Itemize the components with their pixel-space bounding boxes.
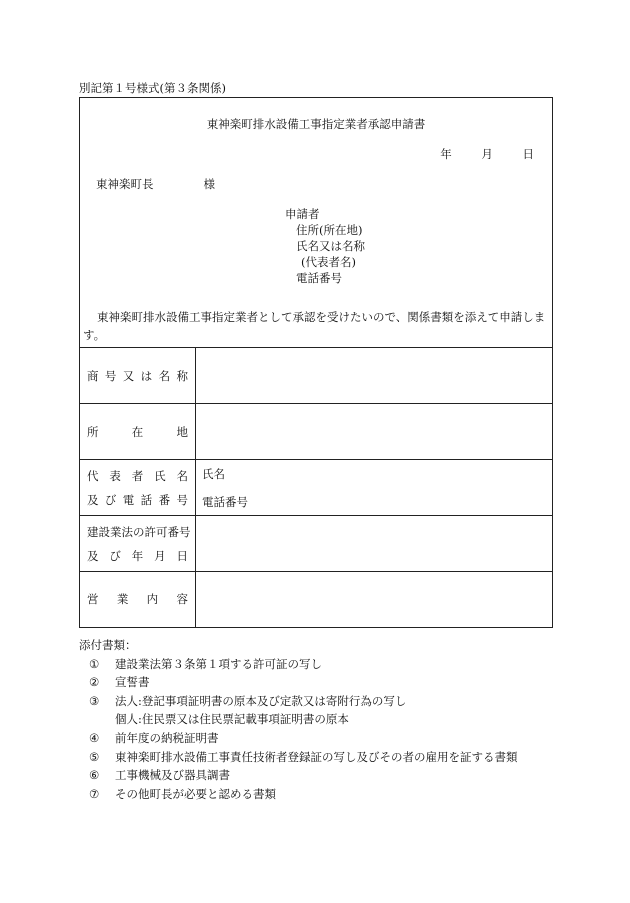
label-char: 営 <box>87 592 99 606</box>
label-line <box>87 424 188 440</box>
attachment-item <box>79 748 518 767</box>
addressee: 東神楽町長 <box>96 177 154 191</box>
month-label: 月 <box>481 147 493 161</box>
label-char: 日 <box>176 549 188 563</box>
label-char: 年 <box>131 549 144 563</box>
applicant-heading: 申請者 <box>285 207 320 221</box>
row-license <box>80 516 552 572</box>
label-char: 業 <box>116 592 129 606</box>
label-char: 氏 <box>154 469 166 483</box>
label-char: 番 <box>158 493 171 507</box>
label-char: 又 <box>122 369 135 383</box>
item-number: ③ <box>89 693 100 708</box>
label-char: 電 <box>122 493 135 507</box>
item-number: ② <box>89 675 100 690</box>
year-label: 年 <box>440 147 452 161</box>
label-char: 名 <box>158 369 171 383</box>
label-char: 容 <box>176 592 188 606</box>
item-text: 宣誓書 <box>115 675 150 690</box>
attachment-item-continuation: 個人:住民票又は住民票記載事項証明書の原本 <box>115 712 349 727</box>
attachments-heading: 添付書類： <box>79 638 137 652</box>
label-char: 内 <box>146 592 159 606</box>
row-label-representative <box>80 460 196 515</box>
form-header-section <box>80 98 552 348</box>
attachment-item <box>79 655 518 674</box>
label-char: 号 <box>104 369 117 383</box>
label-char: 名 <box>176 469 188 483</box>
applicant-phone-label: 電話番号 <box>296 271 342 285</box>
item-text: 建設業法第３条第１項する許可証の写し <box>115 656 322 671</box>
document-title: 東神楽町排水設備工事指定業者承認申請書 <box>206 117 426 131</box>
attachment-item <box>79 692 518 711</box>
label-char: 表 <box>109 469 121 483</box>
label-char: 号 <box>176 493 188 507</box>
item-number: ⑥ <box>89 768 100 783</box>
phone-caption: 電話番号 <box>202 495 248 509</box>
row-representative <box>80 460 552 516</box>
business-field[interactable] <box>196 572 552 627</box>
representative-field[interactable] <box>196 460 552 515</box>
row-location <box>80 404 552 460</box>
attachment-item <box>79 766 518 785</box>
row-trade-name <box>80 348 552 404</box>
label-char: 話 <box>140 493 153 507</box>
item-text: その他町長が必要と認める書類 <box>115 786 276 801</box>
applicant-block <box>285 206 365 286</box>
label-char: 在 <box>131 425 144 439</box>
item-number: ⑤ <box>89 749 100 764</box>
attachments-list <box>79 655 518 804</box>
form-number-label: 別記第１号様式(第３条関係) <box>79 81 226 95</box>
addressee-line <box>96 176 215 192</box>
item-number: ④ <box>89 730 100 745</box>
application-form <box>79 97 553 628</box>
label-char: 代 <box>87 469 99 483</box>
label-char: び <box>104 493 117 507</box>
label-char: は <box>140 369 153 383</box>
item-number: ① <box>89 656 100 671</box>
honorific: 様 <box>203 177 215 191</box>
label-char: 所 <box>87 425 99 439</box>
row-label-license <box>80 516 196 571</box>
label-char: び <box>109 549 121 563</box>
label-char: 及 <box>87 549 99 563</box>
item-text: 前年度の納税証明書 <box>115 730 219 745</box>
label-line <box>87 468 188 484</box>
item-text: 法人:登記事項証明書の原本及び定款又は寄附行為の写し <box>115 693 407 708</box>
request-statement: 東神楽町排水設備工事指定業者として承認を受けたいので、関係書類を添えて申請します。 <box>83 310 546 342</box>
label-char: 月 <box>154 549 166 563</box>
attachment-item <box>79 785 518 804</box>
label-line <box>87 492 188 508</box>
trade-name-field[interactable] <box>196 348 552 403</box>
name-caption: 氏名 <box>202 467 225 481</box>
label-char: 商 <box>87 369 99 383</box>
label-line <box>87 591 188 607</box>
row-business <box>80 572 552 627</box>
location-field[interactable] <box>196 404 552 459</box>
applicant-name-label: 氏名又は名称 <box>296 239 365 253</box>
license-field[interactable] <box>196 516 552 571</box>
row-label-business <box>80 572 196 627</box>
attachment-item <box>79 729 518 748</box>
applicant-address-label: 住所(所在地) <box>296 223 363 237</box>
label-line: 建設業法の許可番号 <box>87 525 191 539</box>
item-number: ⑦ <box>89 786 100 801</box>
label-char: 称 <box>176 369 188 383</box>
row-label-trade-name <box>80 348 196 403</box>
label-char: 者 <box>131 469 144 483</box>
label-line <box>87 548 188 564</box>
label-line <box>87 368 188 384</box>
item-text: 東神楽町排水設備工事責任技術者登録証の写し及びその者の雇用を証する書類 <box>115 749 518 764</box>
date-line <box>440 146 534 162</box>
day-label: 日 <box>522 147 534 161</box>
label-char: 地 <box>176 425 188 439</box>
applicant-representative-label: (代表者名) <box>301 255 356 269</box>
row-label-location <box>80 404 196 459</box>
attachments-section <box>79 636 518 803</box>
label-char: 及 <box>87 493 99 507</box>
attachment-item <box>79 673 518 692</box>
item-text: 工事機械及び器具調書 <box>115 768 230 783</box>
